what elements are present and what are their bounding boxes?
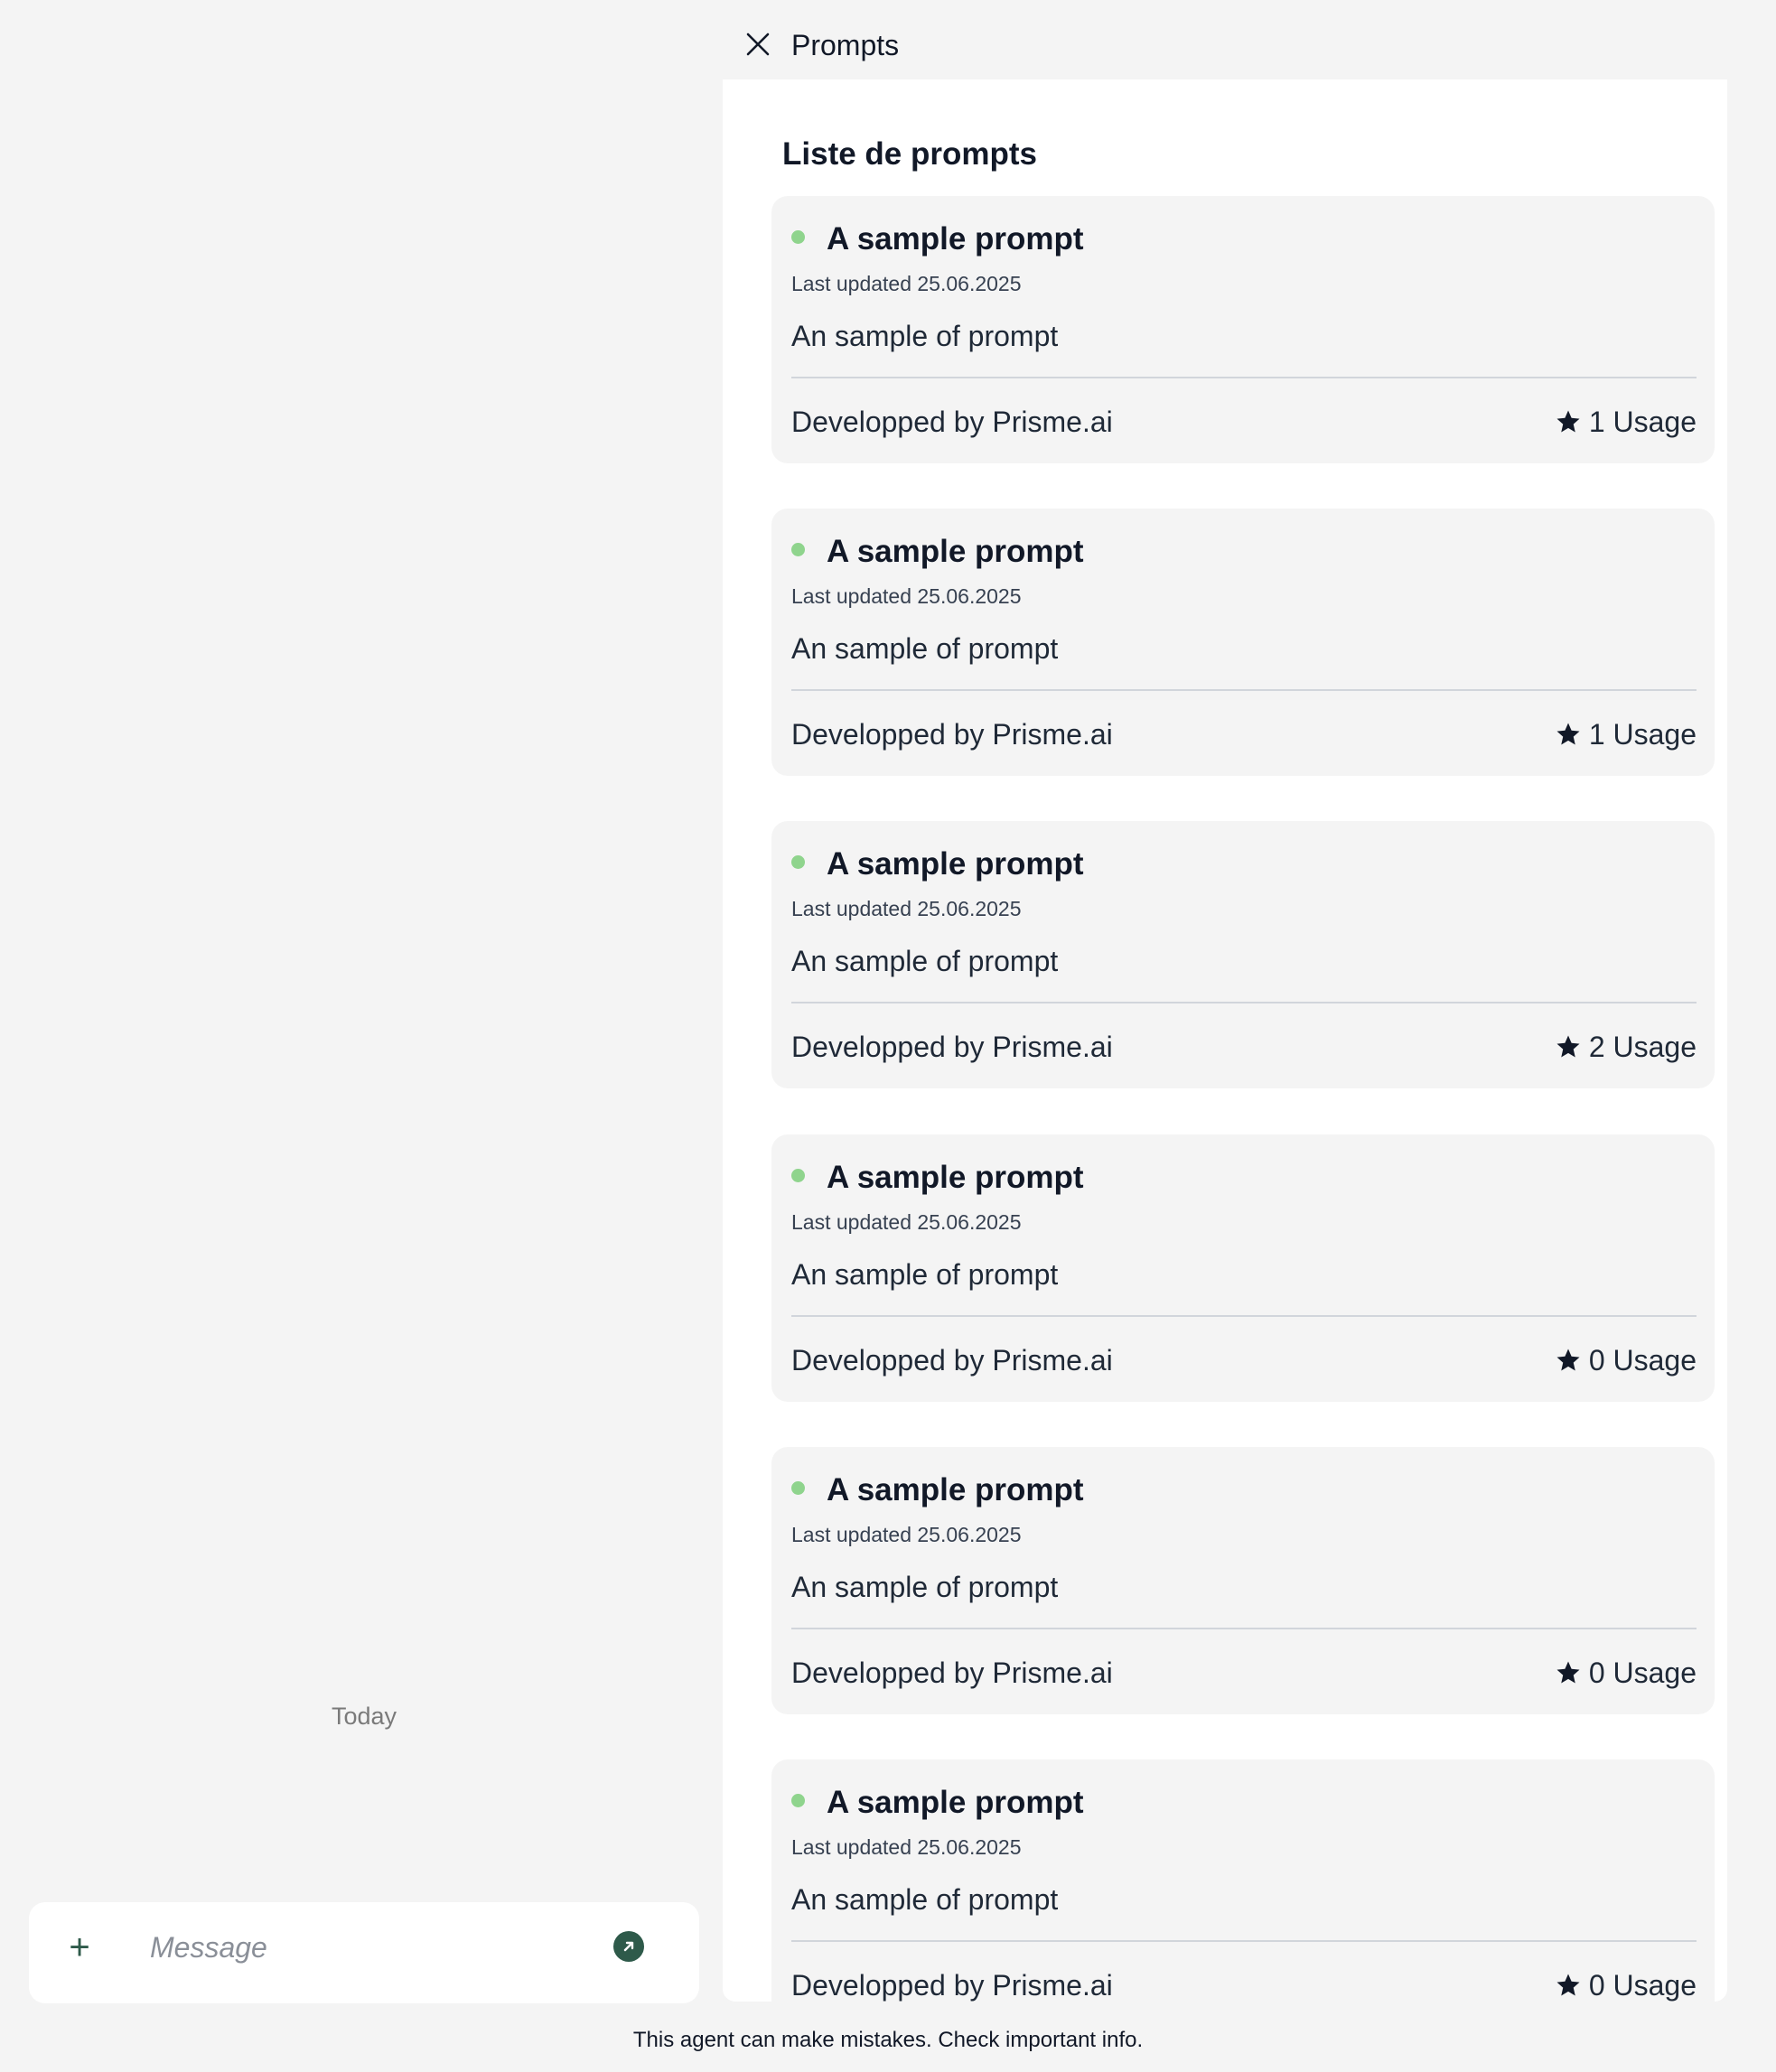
prompt-list-heading: Liste de prompts <box>782 136 1037 172</box>
prompt-title: A sample prompt <box>827 1472 1084 1507</box>
prompt-description: An sample of prompt <box>791 1883 1059 1916</box>
prompt-author: Developped by Prisme.ai <box>791 1031 1113 1063</box>
close-icon <box>744 31 771 58</box>
prompt-author: Developped by Prisme.ai <box>791 1969 1113 2002</box>
prompt-author: Developped by Prisme.ai <box>791 718 1113 751</box>
disclaimer: This agent can make mistakes. Check important info. <box>632 2028 1144 2052</box>
prompt-author: Developped by Prisme.ai <box>791 1344 1113 1377</box>
prompt-card[interactable] <box>771 1134 1715 1402</box>
prompt-title: A sample prompt <box>827 534 1084 569</box>
star-icon <box>1555 1972 1582 1999</box>
prompt-title: A sample prompt <box>827 846 1084 882</box>
prompt-usage <box>1555 1655 1697 1691</box>
card-divider <box>791 377 1697 378</box>
prompt-author: Developped by Prisme.ai <box>791 406 1113 438</box>
prompt-card[interactable] <box>771 1447 1715 1714</box>
prompt-title: A sample prompt <box>827 1785 1084 1820</box>
prompt-description: An sample of prompt <box>791 320 1059 352</box>
chat-pane <box>0 0 723 2072</box>
usage-count: 1 Usage <box>1588 406 1697 438</box>
prompt-card[interactable] <box>771 509 1715 776</box>
prompt-title: A sample prompt <box>827 221 1084 257</box>
usage-count: 2 Usage <box>1588 1031 1697 1063</box>
prompt-author: Developped by Prisme.ai <box>791 1657 1113 1689</box>
add-attachment-button[interactable] <box>61 1925 98 1970</box>
usage-count: 0 Usage <box>1588 1657 1697 1689</box>
prompt-last-updated: Last updated 25.06.2025 <box>791 1835 1022 1859</box>
close-panel-button[interactable] <box>744 31 771 58</box>
card-divider <box>791 1002 1697 1003</box>
prompt-last-updated: Last updated 25.06.2025 <box>791 897 1022 920</box>
card-divider <box>791 1628 1697 1629</box>
status-dot <box>791 1169 805 1182</box>
panel-title: Prompts <box>791 29 900 61</box>
status-dot <box>791 855 805 869</box>
plus-icon: + <box>69 1927 90 1967</box>
prompt-usage <box>1555 1967 1697 2003</box>
status-dot <box>791 230 805 244</box>
prompt-last-updated: Last updated 25.06.2025 <box>791 584 1022 608</box>
prompt-usage <box>1555 404 1697 440</box>
prompt-card[interactable] <box>771 196 1715 463</box>
status-dot <box>791 543 805 556</box>
usage-count: 1 Usage <box>1588 718 1697 751</box>
card-divider <box>791 1315 1697 1317</box>
usage-count: 0 Usage <box>1588 1969 1697 2002</box>
card-divider <box>791 1940 1697 1942</box>
prompt-description: An sample of prompt <box>791 945 1059 977</box>
date-separator: Today <box>331 1703 397 1730</box>
prompt-description: An sample of prompt <box>791 632 1059 665</box>
prompt-last-updated: Last updated 25.06.2025 <box>791 272 1022 295</box>
prompt-last-updated: Last updated 25.06.2025 <box>791 1210 1022 1234</box>
prompt-card[interactable] <box>771 1759 1715 2027</box>
usage-count: 0 Usage <box>1588 1344 1697 1377</box>
message-input[interactable] <box>150 1925 584 1970</box>
status-dot <box>791 1481 805 1495</box>
star-icon <box>1555 408 1582 435</box>
prompt-usage <box>1555 1029 1697 1065</box>
card-divider <box>791 689 1697 691</box>
prompt-usage <box>1555 716 1697 752</box>
prompt-card[interactable] <box>771 821 1715 1088</box>
prompt-description: An sample of prompt <box>791 1258 1059 1291</box>
star-icon <box>1555 721 1582 748</box>
arrow-up-right-icon <box>621 1938 637 1955</box>
star-icon <box>1555 1347 1582 1374</box>
star-icon <box>1555 1033 1582 1060</box>
prompt-usage <box>1555 1342 1697 1378</box>
prompt-title: A sample prompt <box>827 1160 1084 1195</box>
star-icon <box>1555 1659 1582 1686</box>
status-dot <box>791 1794 805 1807</box>
prompt-last-updated: Last updated 25.06.2025 <box>791 1523 1022 1546</box>
send-button[interactable] <box>613 1931 644 1962</box>
prompt-description: An sample of prompt <box>791 1571 1059 1603</box>
